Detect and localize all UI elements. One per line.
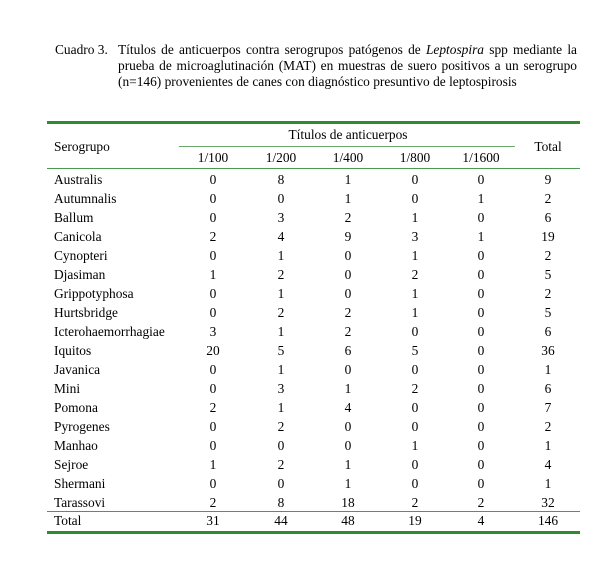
table-cell: 0 <box>477 457 485 472</box>
table-cell: 2 <box>209 400 217 415</box>
table-cell: 1 <box>344 476 352 491</box>
row-total-cell: 1 <box>544 362 552 377</box>
table-cell: 1 <box>277 248 285 263</box>
table-cell: 0 <box>209 305 217 320</box>
dilution-header: 1/400 <box>332 150 364 165</box>
column-header-serogrupo: Serogrupo <box>54 139 110 154</box>
table-cell: 0 <box>477 248 485 263</box>
table-cell: 2 <box>277 457 285 472</box>
table-cell: 5 <box>411 343 419 358</box>
serogroup-name: Djasiman <box>54 267 106 282</box>
table-cell: 0 <box>411 457 419 472</box>
row-total-cell: 6 <box>544 324 552 339</box>
table-cell: 2 <box>477 495 485 510</box>
header-bottom-rule <box>47 168 580 169</box>
row-total-cell: 5 <box>544 305 552 320</box>
row-total-cell: 32 <box>541 495 555 510</box>
table-cell: 0 <box>209 419 217 434</box>
row-total-cell: 6 <box>544 381 552 396</box>
table-cell: 2 <box>344 210 352 225</box>
table-cell: 1 <box>277 362 285 377</box>
table-cell: 0 <box>209 438 217 453</box>
table-cell: 1 <box>344 191 352 206</box>
table-cell: 0 <box>344 438 352 453</box>
table-cell: 0 <box>344 362 352 377</box>
total-top-rule <box>47 511 580 512</box>
serogroup-name: Grippotyphosa <box>54 286 134 301</box>
table-cell: 0 <box>477 210 485 225</box>
caption-italic-genus: Leptospira <box>425 42 485 57</box>
table-cell: 3 <box>209 324 217 339</box>
row-total-cell: 7 <box>544 400 552 415</box>
caption-text-after: spp mediante la prueba de microaglutinación (MAT) en muestras de suero positivos a un serogrupo (n=146) provenientes de canes con diagnóstico presuntivo de leptospirosis <box>118 42 578 90</box>
total-cell: 48 <box>341 513 355 528</box>
table-cell: 18 <box>341 495 355 510</box>
serogroup-name: Iquitos <box>54 343 92 358</box>
table-cell: 0 <box>209 286 217 301</box>
table-cell: 0 <box>277 476 285 491</box>
table-cell: 1 <box>344 457 352 472</box>
serogroup-name: Sejroe <box>54 457 89 472</box>
table-cell: 0 <box>209 248 217 263</box>
dilution-header: 1/200 <box>265 150 297 165</box>
table-cell: 1 <box>277 324 285 339</box>
dilution-header: 1/800 <box>399 150 431 165</box>
dilution-header: 1/100 <box>197 150 229 165</box>
serogroup-name: Tarassovi <box>54 495 106 510</box>
row-total-cell: 9 <box>544 172 552 187</box>
serogroup-name: Cynopteri <box>54 248 108 263</box>
dilution-header: 1/1600 <box>462 150 500 165</box>
row-total-cell: 36 <box>541 343 555 358</box>
row-total-cell: 2 <box>544 419 552 434</box>
table-cell: 0 <box>477 286 485 301</box>
caption-number: Cuadro 3. <box>55 42 108 57</box>
table-cell: 4 <box>277 229 285 244</box>
table-cell: 1 <box>344 172 352 187</box>
row-total-cell: 2 <box>544 286 552 301</box>
table-cell: 0 <box>411 172 419 187</box>
subheader-rule <box>179 146 515 147</box>
grand-total-cell: 146 <box>537 513 559 528</box>
row-total-cell: 5 <box>544 267 552 282</box>
table-cell: 0 <box>477 400 485 415</box>
serogroup-name: Pyrogenes <box>54 419 110 434</box>
table-cell: 0 <box>209 210 217 225</box>
total-cell: 31 <box>206 513 220 528</box>
row-total-cell: 4 <box>544 457 552 472</box>
table-cell: 0 <box>477 267 485 282</box>
row-total-cell: 19 <box>541 229 555 244</box>
table-cell: 0 <box>477 324 485 339</box>
table-cell: 0 <box>209 476 217 491</box>
table-cell: 0 <box>209 191 217 206</box>
table-cell: 0 <box>477 343 485 358</box>
serogroup-name: Autumnalis <box>54 191 117 206</box>
serogroup-name: Manhao <box>54 438 98 453</box>
table-cell: 1 <box>477 191 485 206</box>
table-cell: 0 <box>344 286 352 301</box>
table-cell: 8 <box>277 172 285 187</box>
table-cell: 0 <box>277 191 285 206</box>
table-cell: 0 <box>477 381 485 396</box>
table-bottom-rule <box>47 531 580 534</box>
serogroup-name: Pomona <box>54 400 98 415</box>
table-cell: 0 <box>411 362 419 377</box>
table-cell: 0 <box>477 305 485 320</box>
table-cell: 0 <box>209 362 217 377</box>
table-cell: 9 <box>344 229 352 244</box>
table-cell: 2 <box>344 305 352 320</box>
table-cell: 2 <box>411 495 419 510</box>
table-cell: 1 <box>411 305 419 320</box>
serogroup-name: Ballum <box>54 210 94 225</box>
table-cell: 0 <box>477 419 485 434</box>
table-cell: 5 <box>277 343 285 358</box>
column-header-total: Total <box>534 139 562 154</box>
serogroup-name: Hurtsbridge <box>54 305 118 320</box>
serogroup-name: Mini <box>54 381 81 396</box>
table-cell: 2 <box>411 267 419 282</box>
table-cell: 0 <box>411 324 419 339</box>
row-total-cell: 2 <box>544 248 552 263</box>
row-total-cell: 2 <box>544 191 552 206</box>
total-cell: 4 <box>477 513 485 528</box>
table-cell: 2 <box>277 267 285 282</box>
table-cell: 0 <box>411 476 419 491</box>
table-cell: 1 <box>277 286 285 301</box>
table-cell: 1 <box>477 229 485 244</box>
total-cell: 19 <box>408 513 422 528</box>
table-cell: 0 <box>344 248 352 263</box>
total-cell: 44 <box>274 513 288 528</box>
table-cell: 8 <box>277 495 285 510</box>
table-cell: 4 <box>344 400 352 415</box>
serogroup-name: Shermani <box>54 476 106 491</box>
column-group-header-titulos: Títulos de anticuerpos <box>288 127 408 142</box>
table-cell: 0 <box>477 362 485 377</box>
table-cell: 1 <box>411 286 419 301</box>
table-cell: 1 <box>411 438 419 453</box>
table-top-rule <box>47 121 580 124</box>
row-total-cell: 6 <box>544 210 552 225</box>
table-cell: 3 <box>277 381 285 396</box>
serogroup-name: Icterohaemorrhagiae <box>54 324 165 339</box>
serogroup-name: Australis <box>54 172 103 187</box>
table-cell: 0 <box>277 438 285 453</box>
caption-text-before: Títulos de anticuerpos contra serogrupos patógenos de <box>118 42 426 57</box>
table-cell: 0 <box>477 172 485 187</box>
table-caption <box>55 42 577 91</box>
table-cell: 20 <box>206 343 220 358</box>
table-cell: 1 <box>411 210 419 225</box>
table-cell: 2 <box>209 229 217 244</box>
row-total-cell: 1 <box>544 476 552 491</box>
table-cell: 1 <box>344 381 352 396</box>
row-total-cell: 1 <box>544 438 552 453</box>
table-cell: 6 <box>344 343 352 358</box>
table-cell: 0 <box>209 381 217 396</box>
table-cell: 0 <box>411 419 419 434</box>
table-cell: 2 <box>277 419 285 434</box>
table-cell: 0 <box>411 191 419 206</box>
table-cell: 1 <box>209 457 217 472</box>
table-cell: 1 <box>277 400 285 415</box>
serogroup-name: Javanica <box>54 362 101 377</box>
table-cell: 3 <box>277 210 285 225</box>
table-cell: 2 <box>411 381 419 396</box>
total-row-label: Total <box>54 513 82 528</box>
table-cell: 0 <box>209 172 217 187</box>
table-cell: 3 <box>411 229 419 244</box>
table-cell: 1 <box>209 267 217 282</box>
table-cell: 2 <box>277 305 285 320</box>
caption-text <box>118 42 577 91</box>
table-cell: 1 <box>411 248 419 263</box>
table-cell: 0 <box>344 419 352 434</box>
table-cell: 0 <box>411 400 419 415</box>
table-cell: 0 <box>477 438 485 453</box>
serogroup-name: Canicola <box>54 229 102 244</box>
table-cell: 2 <box>209 495 217 510</box>
table-cell: 0 <box>477 476 485 491</box>
table-cell: 0 <box>344 267 352 282</box>
table-cell: 2 <box>344 324 352 339</box>
